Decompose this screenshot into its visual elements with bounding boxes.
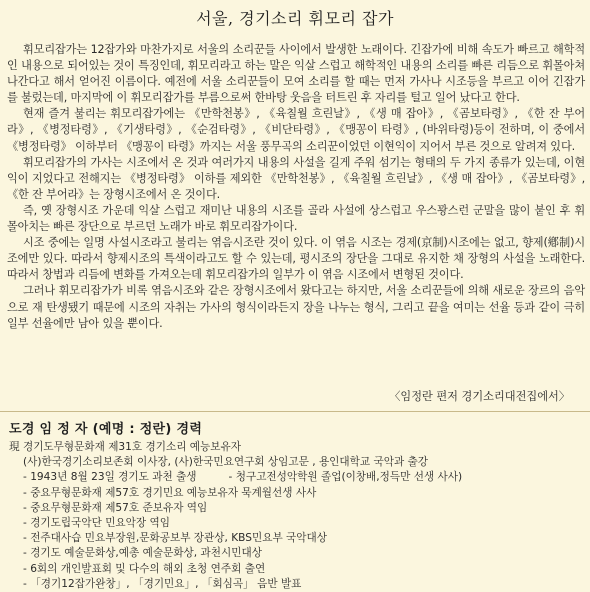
bio-heading: 도경 임 정 자 (예명 : 정란) 경력 xyxy=(9,422,203,437)
source-citation: 〈임정란 편저 경기소리대전집에서〉 xyxy=(389,390,570,403)
page-title: 서울, 경기소리 휘모리 잡가 xyxy=(196,9,394,28)
list-item: - 경기도 예술문화상,예총 예술문화상, 과천시민대상 xyxy=(23,547,262,560)
list-item: - 6회의 개인발표회 및 다수의 해외 초청 연주회 출연 xyxy=(23,562,266,575)
list-item: 現 경기도무형문화재 제31호 경기소리 예능보유자 xyxy=(9,441,241,453)
list-item: - 「경기12잡가완창」, 「경기민요」, 「회심곡」 음반 발표 xyxy=(23,577,302,590)
list-item: - 경기도립국악단 민요악장 역임 xyxy=(23,517,170,530)
paragraph: 그러나 휘모리잡가가 비록 엮음시조와 같은 장형시조에서 왔다고는 하지만, 서울 소리꾼들에 의해 새로운 장르의 음악으로 재 탄생됐기 때문에 시조의 자취는 가사의 형식이라든지 장을 나누는 형식, 그리고 끝을 여미는 선율 등과 같이 극히 일부 선율에만 남아 있을 뿐이다. xyxy=(7,284,585,330)
paragraph: 휘모리잡가의 가사는 시조에서 온 것과 여러가지 내용의 사설을 길게 주워 섬기는 형태의 두 가지 종류가 있는데, 이현익이 지었다고 전해지는 《병정타령》 이하를 제외한 《만학천봉》, 《육칠월 흐린날》, 《생 매 잡아》, 《곰보타령》, 《한 잔 부어라》는 장형시조에서 온 것이다. xyxy=(7,155,585,201)
article-body xyxy=(7,42,585,332)
paragraph: 현재 즐겨 불리는 휘모리잡가에는 《만학천봉》, 《육칠월 흐린날》, 《생 매 잡아》, 《곰보타령》, 《한 잔 부어라》, 《병정타령》, 《기생타령》, 《순검타령》, 《비단타령》, 《맹꽁이 타령》, (바위타령)등이 전하며, 이 중에서 《병정타령》 이하부터 《맹꽁이 타령》까지는 서울 풍무곡의 소리꾼이었던 이현익이 지어서 부른 것으로 알려져 있다. xyxy=(7,107,585,153)
paragraph: 휘모리잡가는 12잡가와 마찬가지로 서울의 소리꾼들 사이에서 발생한 노래이다. 긴잡가에 비해 속도가 빠르고 해학적인 내용으로 되어있는 것이 특징인데, 휘모리라고 하는 말은 익살 스럽고 해학적인 내용의 소리를 빠른 리듬으로 휘몰아쳐 나간다고 해서 얻어진 이름이다. 예전에 서울 소리꾼들이 모여 소리를 할 때는 먼저 가사나 시조등을 부르고 이어 긴잡가를 불렀는데, 마지막에 이 휘모리잡가를 부름으로써 한바탕 웃음을 터트린 후 자리를 털고 일어 났다고 한다. xyxy=(7,43,585,105)
list-item: - 전주대사습 민요부장원,문화공보부 장관상, KBS민요부 국악대상 xyxy=(23,532,327,545)
paragraph: 시조 중에는 일명 사설시조라고 불리는 엮음시조란 것이 있다. 이 엮음 시조는 경제(京制)시조에는 없고, 향제(鄕制)시조에만 있다. 따라서 향제시조의 특색이라고도 할 수 있는데, 평시조의 장단을 그대로 유지한 채 장형의 사설을 노래한다. 따라서 창법과 리듬에 변화를 가져오는데 휘모리잡가의 일부가 이 엮음 시조에서 변형된 것이다. xyxy=(7,236,585,282)
birth-text: - 1943년 8월 23일 경기도 과천 출생 xyxy=(23,471,197,484)
list-item xyxy=(9,470,584,485)
list-item: - 중요무형문화재 제57호 경기민요 예능보유자 묵계월선생 사사 xyxy=(23,486,317,499)
school-text: - 청구고전성악학원 졸업(이창배,정득만 선생 사사) xyxy=(228,471,463,484)
list-item: (사)한국경기소리보존회 이사장, (사)한국민요연구회 상임고문 , 용인대학교 국악과 출강 xyxy=(23,456,429,469)
paragraph: 즉, 옛 장형시조 가운데 익살 스럽고 재미난 내용의 시조를 골라 사설에 상스럽고 우스꽝스런 군말을 많이 붙인 후 휘몰아치는 빠른 장단으로 부르던 노래가 바로 휘모리잡가이다. xyxy=(7,203,585,234)
bio-list xyxy=(9,440,584,592)
list-item: - 중요무형문화재 제57호 준보유자 역임 xyxy=(23,501,208,514)
divider xyxy=(0,411,590,412)
